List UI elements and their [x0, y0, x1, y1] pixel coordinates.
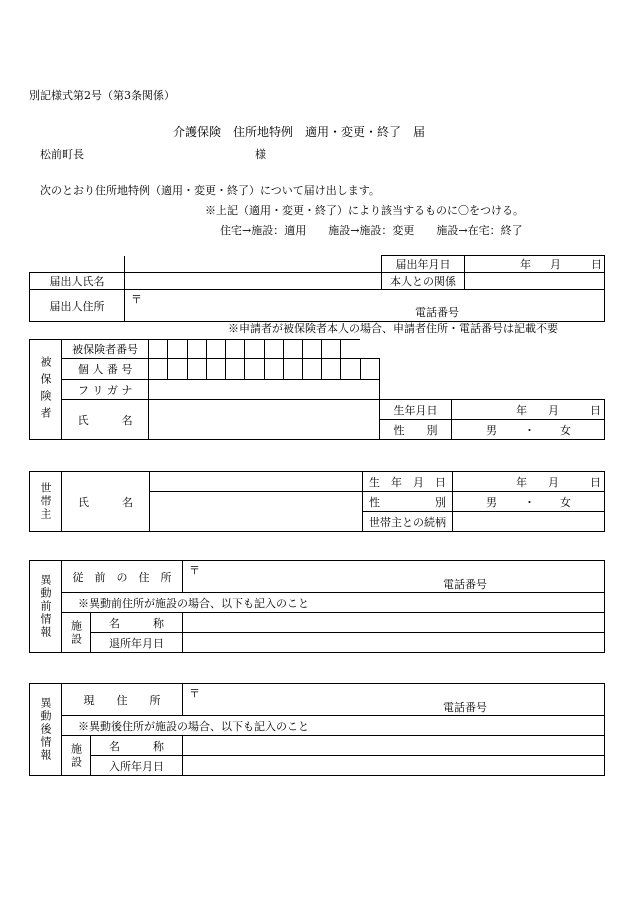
applicant-address-label: 届出人住所	[30, 290, 125, 322]
intro-line-1: 次のとおり住所地特例（適用・変更・終了）について届け出します。	[40, 184, 380, 197]
phone-label: 電話番号	[443, 578, 487, 591]
before-address-field[interactable]	[183, 561, 605, 593]
after-table	[29, 683, 605, 776]
household-birth-field[interactable]	[453, 472, 605, 492]
sex-separator: ・	[524, 495, 535, 509]
after-address-label: 現 住 所	[62, 684, 183, 716]
personal-number-digit[interactable]	[226, 359, 245, 380]
insured-number-digit[interactable]	[264, 340, 283, 359]
sex-male-option[interactable]: 男	[486, 495, 497, 509]
relation-label: 本人との関係	[382, 273, 465, 290]
personal-number-digit[interactable]	[206, 359, 225, 380]
postal-mark: 〒	[189, 564, 200, 577]
before-facility-name-label: 名 称	[91, 613, 183, 633]
before-date-field[interactable]	[183, 633, 605, 653]
before-section-label: 異動前情報	[30, 561, 62, 653]
household-furigana-field[interactable]	[150, 472, 363, 492]
before-table	[29, 560, 605, 653]
personal-number-digit[interactable]	[341, 359, 360, 380]
personal-number-digit[interactable]	[322, 359, 341, 380]
insured-number-digit[interactable]	[206, 340, 225, 359]
personal-number-digit[interactable]	[360, 359, 379, 380]
day-unit: 日	[590, 475, 601, 489]
household-sex-label: 性 別	[363, 492, 453, 512]
before-address-label: 従 前 の 住 所	[62, 561, 183, 593]
furigana-label: フ リ ガ ナ	[62, 380, 149, 400]
applicant-name-label: 届出人氏名	[30, 273, 125, 290]
year-unit: 年	[516, 475, 527, 489]
sex-female-option[interactable]: 女	[560, 495, 571, 509]
date-label: 届出年月日	[382, 256, 465, 273]
recipient-honorific: 様	[255, 148, 266, 161]
insured-birth-label: 生年月日	[380, 400, 452, 420]
insured-number-digit[interactable]	[168, 340, 187, 359]
insured-number-digit[interactable]	[226, 340, 245, 359]
household-relation-label: 世帯主との続柄	[363, 512, 453, 532]
applicant-table	[29, 255, 605, 322]
household-name-label: 氏 名	[62, 472, 150, 532]
before-note: ※異動前住所が施設の場合、以下も記入のこと	[62, 593, 605, 613]
personal-number-label: 個 人 番 号	[62, 359, 149, 380]
after-date-label: 入所年月日	[91, 756, 183, 776]
personal-number-digit[interactable]	[187, 359, 206, 380]
before-date-label: 退所年月日	[91, 633, 183, 653]
month-unit: 月	[548, 475, 559, 489]
after-note: ※異動後住所が施設の場合、以下も記入のこと	[62, 716, 605, 736]
sex-male-option[interactable]: 男	[486, 423, 497, 437]
insured-number-table	[29, 339, 380, 440]
personal-number-digit[interactable]	[168, 359, 187, 380]
after-facility-name-field[interactable]	[183, 736, 605, 756]
applicant-name-field[interactable]	[125, 273, 382, 290]
postal-mark: 〒	[189, 687, 200, 700]
personal-number-digit[interactable]	[302, 359, 321, 380]
personal-number-digit[interactable]	[264, 359, 283, 380]
household-sex-field[interactable]	[453, 492, 605, 512]
after-date-field[interactable]	[183, 756, 605, 776]
sex-separator: ・	[524, 423, 535, 437]
applicant-address-field[interactable]	[125, 290, 605, 322]
household-table	[29, 471, 605, 532]
household-section-label: 世帯主	[30, 472, 62, 532]
month-unit: 月	[550, 258, 561, 271]
after-facility-label: 施設	[62, 736, 91, 776]
recipient-name: 松前町長	[40, 148, 84, 161]
insured-section-label: 被保険者	[30, 340, 62, 440]
before-facility-name-field[interactable]	[183, 613, 605, 633]
phone-label: 電話番号	[415, 306, 459, 319]
insured-number-digit[interactable]	[322, 340, 341, 359]
intro-line-3: 住宅→施設：適用 施設→施設：変更 施設→在宅：終了	[220, 224, 523, 237]
insured-sex-label: 性 別	[380, 420, 452, 440]
household-name-field[interactable]	[150, 492, 363, 532]
sex-female-option[interactable]: 女	[560, 423, 571, 437]
insured-number-label: 被保険者番号	[62, 340, 149, 359]
page-title: 介護保険 住所地特例 適用・変更・終了 届	[173, 125, 426, 139]
personal-number-digit[interactable]	[149, 359, 168, 380]
insured-name-field[interactable]	[149, 400, 380, 440]
day-unit: 日	[591, 258, 602, 271]
household-relation-field[interactable]	[453, 512, 605, 532]
insured-number-digit[interactable]	[187, 340, 206, 359]
phone-label: 電話番号	[443, 701, 487, 714]
insured-number-digit[interactable]	[245, 340, 264, 359]
intro-line-2: ※上記（適用・変更・終了）により該当するものに〇をつける。	[205, 204, 524, 217]
insured-number-digit[interactable]	[149, 340, 168, 359]
after-facility-name-label: 名 称	[91, 736, 183, 756]
year-unit: 年	[520, 258, 531, 271]
applicant-note: ※申請者が被保険者本人の場合、申請者住所・電話番号は記載不要	[228, 322, 558, 335]
insured-number-digit[interactable]	[283, 340, 302, 359]
postal-mark: 〒	[131, 293, 142, 306]
year-unit: 年	[516, 403, 527, 417]
household-birth-label: 生 年 月 日	[363, 472, 453, 492]
personal-number-digit[interactable]	[283, 359, 302, 380]
before-facility-label: 施設	[62, 613, 91, 653]
insured-number-digit[interactable]	[302, 340, 321, 359]
insured-detail-table	[379, 399, 605, 440]
insured-name-label: 氏 名	[62, 400, 149, 440]
date-field[interactable]	[465, 256, 605, 273]
furigana-field[interactable]	[149, 380, 380, 400]
day-unit: 日	[590, 403, 601, 417]
personal-number-digit[interactable]	[245, 359, 264, 380]
form-number: 別記様式第2号（第3条関係）	[29, 89, 175, 102]
insured-sex-field[interactable]	[452, 420, 605, 440]
month-unit: 月	[548, 403, 559, 417]
insured-birth-field[interactable]	[452, 400, 605, 420]
relation-field[interactable]	[465, 273, 605, 290]
after-section-label: 異動後情報	[30, 684, 62, 776]
after-address-field[interactable]	[183, 684, 605, 716]
